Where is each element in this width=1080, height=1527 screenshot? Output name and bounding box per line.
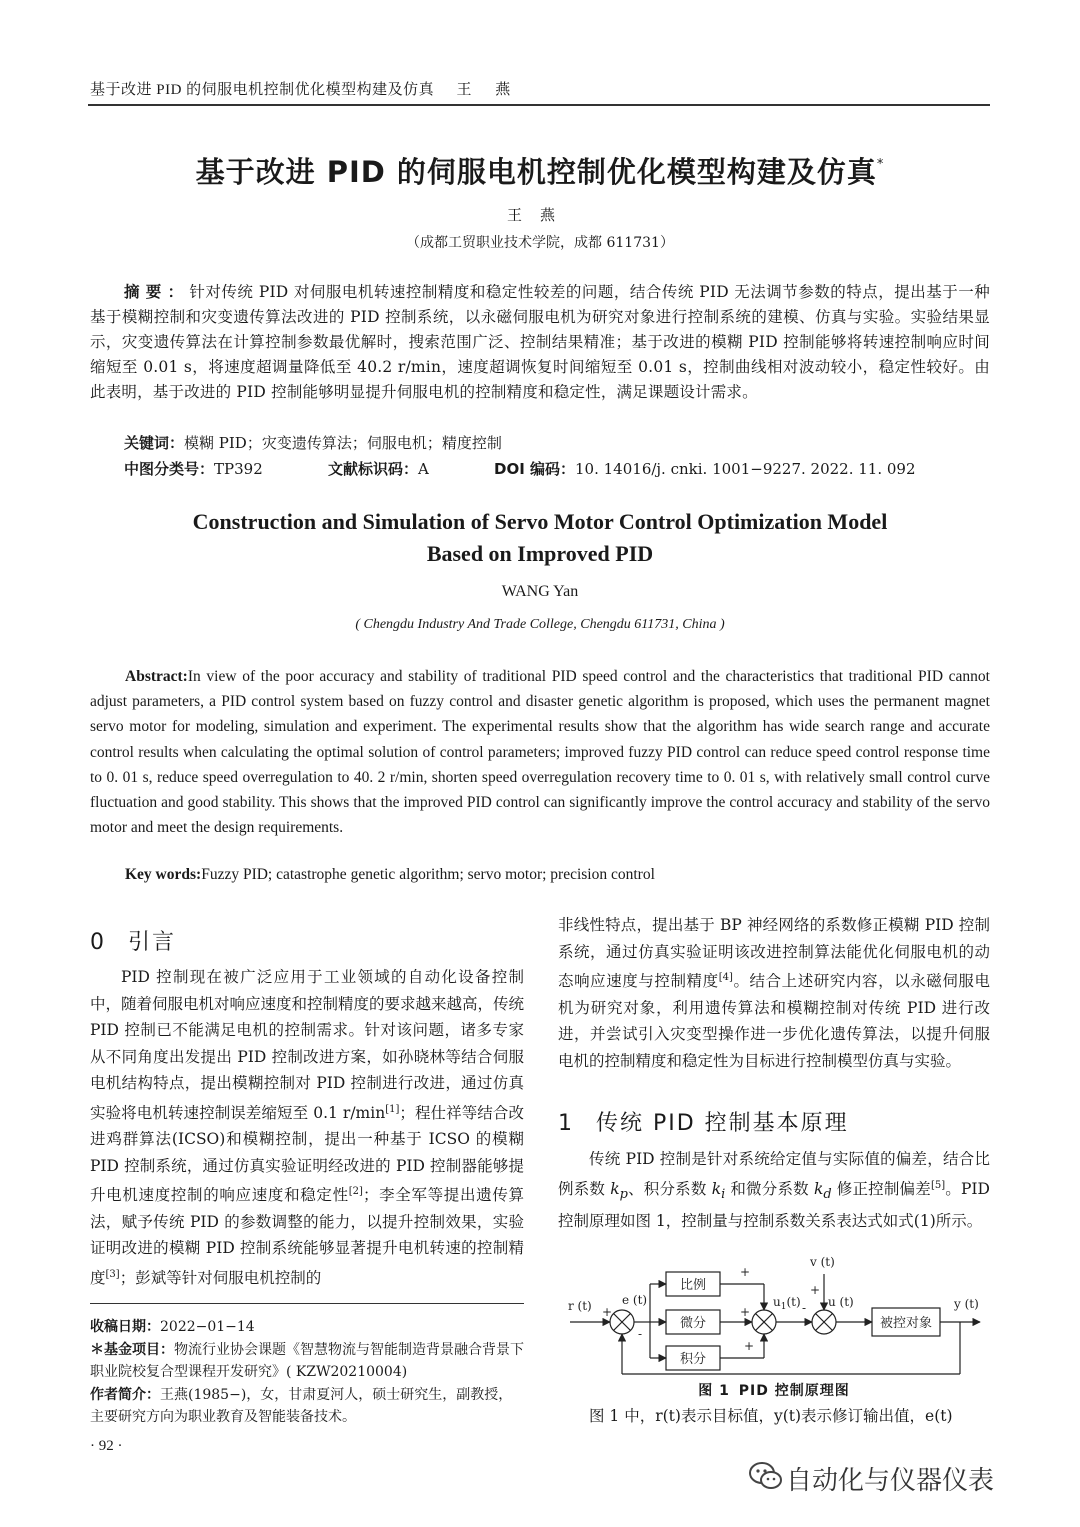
keywords-cn-label: 关键词： xyxy=(124,434,185,452)
kp-sub: p xyxy=(619,1186,628,1202)
ki-k: k xyxy=(711,1179,722,1198)
author-cn: 王燕 xyxy=(506,206,573,224)
abstract-cn-text: 针对传统 PID 对伺服电机转速控制精度和稳定性较差的问题，结合传统 PID 无法调节参数的特点，提出基于一种基于模糊控制和灾变遗传算法改进的 PID 控制系统，以永磁伺服电机为研究对象进行控制系统的建模、仿真与实验。实验结果显示，灾变遗传算法在计算控制参数最优解时，搜索范围广泛、控制结果精准；基于改进的模糊 PID 控制能够将转速控制响应时间缩短至 0.01 s，将速度超调量降低至 40.2 r/min，速度超调恢复时间缩短至 0.01 s，控制曲线相对波动较小，稳定性较好。由此表明，基于改进的 PID 控制能够明显提升伺服电机的控制精度和稳定性，满足课题设计需求。 xyxy=(90,283,990,401)
doc-cell xyxy=(328,458,494,479)
doc-code-label: 文献标识码： xyxy=(328,460,419,478)
u1-base: u xyxy=(773,1295,781,1309)
section-0-heading xyxy=(90,925,524,956)
intro-text-1: 非线性特点，提出基于 BP 神经网络的系数修正模糊 PID 控制系统，通过仿真实验证明该改进控制算法能优化伺服电机的动态响应速度与控制精度 xyxy=(558,916,990,991)
fund-label: ＊基金项目： xyxy=(90,1341,174,1358)
kd-symbol xyxy=(813,1179,832,1202)
title-cn xyxy=(0,150,1080,191)
sign-minus-feedback: - xyxy=(638,1327,643,1341)
running-header xyxy=(90,78,520,99)
abstract-cn-label: 摘要： xyxy=(124,283,190,301)
clc-cell xyxy=(124,458,328,479)
fund-value: 物流行业协会课题《智慧物流与智能制造背景融合背景下职业院校复合型课程开发研究》( KZW20210004) xyxy=(90,1341,524,1380)
received-date xyxy=(90,1316,524,1339)
block-label-integral: 积分 xyxy=(679,1352,707,1367)
received-value: 2022−01−14 xyxy=(160,1319,255,1335)
figure-1-label: 图 1 xyxy=(698,1383,730,1399)
footnote xyxy=(90,1316,524,1429)
signal-y: y (t) xyxy=(954,1297,979,1311)
keywords-en-text: Fuzzy PID; catastrophe genetic algorithm; servo motor; precision control xyxy=(201,866,655,883)
abstract-en-label: Abstract: xyxy=(125,668,188,685)
intro-continuation xyxy=(558,912,990,1074)
figure-1-followup-text: 图 1 中，r(t)表示目标值，y(t)表示修订输出值，e(t) xyxy=(589,1407,953,1425)
para-text-3: ；李全军等提出遗传算法，赋予传统 PID 的参数调整的能力，以提升控制效果，实验证明改进的模糊 PID 控制系统能够显著提升电机转速的控制精度 xyxy=(90,1186,524,1287)
pid-block-diagram xyxy=(558,1250,990,1378)
ki-symbol xyxy=(711,1179,726,1202)
s1-text-2: 、积分系数 xyxy=(627,1179,712,1198)
clc-value: TP392 xyxy=(214,460,263,478)
abstract-en-text: In view of the poor accuracy and stability of traditional PID speed control and the characteristics that traditional PID cannot adjust parameters, a PID control system based on fuzzy control and disaster genetic algorithm is proposed, which uses the permanent magnet servo motor for modeling, simulation and experiment. The experimental results show that the algorithm has wide search range and accurate control results when calculating the optimal solution of control parameters; improved fuzzy PID control can reduce speed control response time to 0. 01 s, reduce speed overregulation to 40. 2 r/min, shorten speed overregulation recovery time to 0. 01 s, with relatively small control curve fluctuation and good stability. This shows that the improved PID control can significantly improve the control accuracy and stability of the servo motor and meet the design requirements. xyxy=(90,668,990,837)
title-en-line2: Based on Improved PID xyxy=(426,541,654,566)
received-label: 收稿日期： xyxy=(90,1319,160,1335)
classification-row xyxy=(124,458,990,479)
sign-plus-d: + xyxy=(740,1305,751,1319)
doi-cell xyxy=(494,458,916,479)
para-text-4: ；彭斌等针对伺服电机控制的 xyxy=(119,1268,322,1287)
kp-symbol xyxy=(610,1179,628,1202)
u1-t: (t) xyxy=(786,1295,801,1309)
intro-text-2: 。结合上述研究内容，以永磁伺服电机为研究对象，利用遗传算法和模糊控制对传统 PID 进行改进，并尝试引入灾变型操作进一步优化遗传算法，以提升伺服电机的控制精度和稳定性为目标进行控制模型仿真与实验。 xyxy=(558,972,990,1070)
figure-1-caption xyxy=(558,1380,990,1400)
header-rule xyxy=(88,104,990,106)
keywords-en xyxy=(125,866,655,884)
figure-1-title: PID 控制原理图 xyxy=(738,1383,850,1399)
citation-2[interactable]: [2] xyxy=(348,1186,363,1198)
keywords-en-label: Key words: xyxy=(125,866,202,883)
signal-e: e (t) xyxy=(622,1293,648,1307)
title-cn-text: 基于改进 PID 的伺服电机控制优化模型构建及仿真 xyxy=(195,155,877,189)
para-text-1: PID 控制现在被广泛应用于工业领域的自动化设备控制中，随着伺服电机对响应速度和控制精度的要求越来越高，传统 PID 控制已不能满足电机的控制需求。针对该问题，诸多专家从不同角度出发提出 PID 控制改进方案，如孙晓林等结合伺服电机结构特点，提出模糊控制对 PID 控制进行改进，通过仿真实验将电机转速控制误差缩短至 0.1 r/min xyxy=(90,968,525,1122)
section-1-heading xyxy=(558,1106,990,1137)
s1-text-3: 和微分系数 xyxy=(725,1179,814,1198)
author-bio xyxy=(90,1384,524,1429)
section-0-title: 引言 xyxy=(128,930,177,955)
ki-sub: i xyxy=(721,1186,726,1202)
affiliation-en: ( Chengdu Industry And Trade College, Chengdu 611731, China ) xyxy=(355,617,725,632)
fund-note xyxy=(90,1339,524,1384)
right-col-intro xyxy=(558,912,990,1074)
footnote-rule xyxy=(90,1303,524,1304)
title-footnote-mark: * xyxy=(876,157,885,172)
citation-4[interactable]: [4] xyxy=(718,972,733,983)
author-bio-value: 王燕(1985−)，女，甘肃夏河人，硕士研究生，副教授，主要研究方向为职业教育及智能装备技术。 xyxy=(90,1386,513,1425)
section-0-number: 0 xyxy=(90,930,106,955)
sign-plus-r: + xyxy=(602,1305,613,1319)
author-en: WANG Yan xyxy=(501,583,579,600)
sign-plus-i: + xyxy=(744,1339,755,1353)
block-label-plant: 被控对象 xyxy=(879,1316,933,1331)
keywords-cn xyxy=(124,432,502,453)
doi-value: 10. 14016/j. cnki. 1001−9227. 2022. 11. 092 xyxy=(575,460,916,478)
wechat-icon xyxy=(748,1458,784,1494)
section-1-title: 传统 PID 控制基本原理 xyxy=(596,1111,849,1136)
section-0-body xyxy=(90,964,524,1291)
page-number: · 92 · xyxy=(90,1438,123,1454)
signal-u: u (t) xyxy=(828,1295,854,1309)
citation-3[interactable]: [3] xyxy=(105,1268,120,1280)
sign-minus-u1: - xyxy=(802,1301,807,1315)
section-1-paragraph xyxy=(558,1146,990,1235)
s1-text-1: 传统 PID 控制是针对系统给定值与实际值的偏差，结合比例系数 xyxy=(558,1150,990,1198)
signal-r: r (t) xyxy=(568,1299,592,1313)
block-label-proportional: 比例 xyxy=(679,1278,707,1293)
signal-u1 xyxy=(773,1295,801,1312)
title-en-line1: Construction and Simulation of Servo Motor Control Optimization Model xyxy=(192,509,888,534)
doi-label: DOI 编码： xyxy=(494,460,576,478)
signal-v: v (t) xyxy=(810,1255,835,1269)
running-header-author: 王 燕 xyxy=(456,82,521,98)
running-header-title: 基于改进 PID 的伺服电机控制优化模型构建及仿真 xyxy=(90,82,435,98)
kd-k: k xyxy=(813,1179,824,1198)
u1-sub: 1 xyxy=(780,1302,787,1312)
abstract-en xyxy=(90,664,990,840)
s1-text-5: 。PID 控制原理如图 1，控制量与控制系数关系表达式如式(1)所示。 xyxy=(558,1179,990,1231)
kp-k: k xyxy=(610,1179,620,1198)
affiliation-cn: （成都工贸职业技术学院，成都 611731） xyxy=(406,235,674,251)
s1-text-4: 修正控制偏差 xyxy=(831,1179,931,1198)
section-0-paragraph xyxy=(90,964,524,1291)
sign-plus-p: + xyxy=(740,1265,751,1279)
sign-plus-v: + xyxy=(810,1283,821,1297)
para-text-2: ；程仕祥等结合改进鸡群算法(ICSO)和模糊控制，提出一种基于 ICSO 的模糊 PID 控制系统，通过仿真实验证明经改进的 PID 控制器能够提升电机速度控制的响应速度和稳定性 xyxy=(90,1103,524,1205)
block-label-derivative: 微分 xyxy=(679,1316,707,1331)
citation-1[interactable]: [1] xyxy=(385,1103,400,1115)
abstract-cn xyxy=(90,280,990,405)
section-1-body xyxy=(558,1146,990,1235)
title-en xyxy=(0,506,1080,570)
kd-sub: d xyxy=(823,1186,832,1202)
author-bio-label: 作者简介： xyxy=(90,1386,160,1403)
watermark-text: 自动化与仪器仪表 xyxy=(786,1466,995,1496)
doc-code-value: A xyxy=(418,460,429,478)
clc-label: 中图分类号： xyxy=(124,460,215,478)
keywords-cn-text: 模糊 PID；灾变遗传算法；伺服电机；精度控制 xyxy=(184,434,502,452)
citation-5[interactable]: [5] xyxy=(930,1179,946,1191)
section-1-number: 1 xyxy=(558,1111,574,1136)
